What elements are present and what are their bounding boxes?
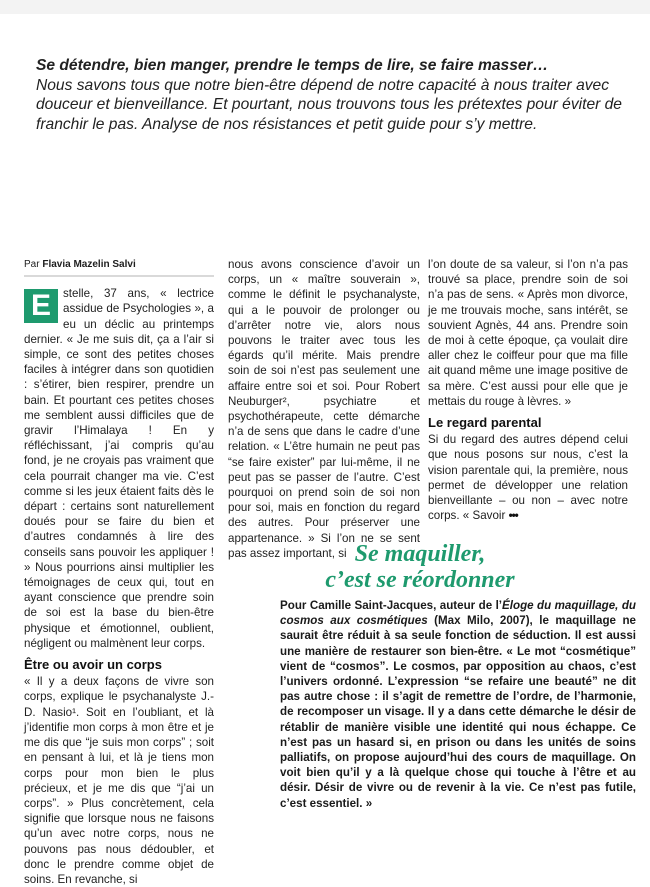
sidebar-title xyxy=(280,541,560,593)
subheading-regard-parental: Le regard parental xyxy=(428,415,542,431)
paragraph-nasio: « Il y a deux façons de vivre son corps, explique le psychanalyste J.-D. Nasio¹. Soit en l’oubliant, et là j’identifie mon corps à mon être et je me dis que “je suis mon corps” ; soit en pensant à lui, et là je tiens mon corps pour mon bien le plus précieux, et je me dis que “j’ai un corps”. » Plus concrètement, cela signifie que lorsque nous ne faisons qu’un avec notre corps, nous ne pouvons pas nous dédoubler, et donc le prendre comme objet de soins. En revanche, si xyxy=(24,675,214,886)
byline-author: Flavia Mazelin Salvi xyxy=(42,259,136,270)
sidebar-title-line2: c’est se réordonner xyxy=(325,567,515,593)
top-banner-strip xyxy=(0,0,650,14)
lead-text: Nous savons tous que notre bien-être dépend de notre capacité à nous traiter avec douceur et bienveillance. Et pourtant, nous trouvons tous les prétextes pour éviter de franchir le pas. Analyse de nos résistances et petit guide pour s’y mettre. xyxy=(36,76,622,133)
column-3 xyxy=(428,257,628,523)
lead-title: Se détendre, bien manger, prendre le temps de lire, se faire masser… xyxy=(36,57,549,74)
paragraph-parental-text: Si du regard des autres dépend celui que nous posons sur nous, c’est la vision parentale qui, la première, nous permet de développer une relation bienveillante – ou non – avec notre corps. « Savoir xyxy=(428,433,628,523)
byline xyxy=(24,257,214,277)
paragraph-neuburger: nous avons conscience d’avoir un corps, un « maître souverain », comme le définit le psychanalyste, qui a le pouvoir de prolonger ou d’arrêter notre vie, alors nous pouvons le traiter avec tous les égards qu’il mérite. Mais prendre soin de soi n’est pas seulement une affaire entre soi et soi. Pour Robert Neuburger², psychiatre et psychothérapeute, cette démarche n’a de sens que dans le cadre d’une relation. « L’être humain ne peut pas “se faire exister” par lui-même, il ne peut pas se passer de l’autre. C’est pourquoi on prend soin de soi non pour soi, mais en fonction du regard des autres. Pour préserver une appartenance. » Si l’on ne se sent pas assez important, si xyxy=(228,258,420,560)
intro-paragraph xyxy=(24,286,214,651)
sidebar-intro: Pour Camille Saint-Jacques, auteur de l’ xyxy=(280,599,503,612)
drop-cap: E xyxy=(24,289,58,323)
intro-text: stelle, 37 ans, « lectrice assidue de Psychologies », a eu un déclic au printemps dernier. « Je me suis dit, ça a l’air si simple, ce sont des petites choses faciles à intégrer dans son quotidien : s’étirer, bien respirer, prendre un bain. Et pourtant ces petites choses me semblent aussi difficiles que de gravir l’Himalaya ! En y réfléchissant, j’ai compris qu’au fond, je ne croyais pas vraiment que cela pourrait changer ma vie. C’est comme si les jeux étaient faits dès le départ : certains sont naturellement doués pour se faire du bien et d’autres condamnés à lire des conseils sans pouvoir les appliquer ! » Nous pourrions ainsi multiplier les témoignages de ceux qui, tout en ayant conscience que prendre soin de soi est la base du bien-être physique et émotionnel, oublient, négligent ou malmènent leur corps. xyxy=(24,287,214,650)
column-1 xyxy=(24,257,214,887)
book-title: Éloge du maquillage, du cosmos aux cosmétiques xyxy=(280,599,636,628)
sidebar-body xyxy=(280,598,636,811)
paragraph-parental xyxy=(428,432,628,523)
article-lead xyxy=(36,56,636,134)
byline-prefix: Par xyxy=(24,259,40,270)
sidebar-title-line1: Se maquiller, xyxy=(354,541,486,567)
column-2 xyxy=(228,257,420,561)
sidebar-text: (Max Milo, 2007), le maquillage ne saurait être réduit à sa seule fonction de séduction. Il est aussi une manière de restaurer son bien-être. « Le mot “cosmétique” vient de “cosmos”. Le cosmos, par opposition au chaos, c’est l’univers ordonné. L’expression “se refaire une beauté” ne dit pas autre chose : il s’agit de remettre de l’ordre, de l’harmonie, de recomposer un visage. Il y a dans cette démarche le désir de rétablir de manière visible une identité qui nous échappe. Ce n’est pas un hasard si, en prison ou dans les unités de soins palliatifs, on propose aujourd’hui des cours de maquillage. On voit bien qu’il y a là quelque chose qui touche à l’être et au désir. Désir de vivre ou de revenir à la vie. Ce n’est pas futile, c’est essentiel. » xyxy=(280,614,636,810)
paragraph-agnes: l’on doute de sa valeur, si l’on n’a pas trouvé sa place, prendre soin de soi n’a pas de sens. « Après mon divorce, je me trouvais moche, sans intérêt, se souvient Agnès, 44 ans. Prendre soin de moi à cette époque, ça voulait dire aller chez le coiffeur pour que ma fille ait quand même une image positive de sa mère. C’est aussi pour elle que je mettais du rouge à lèvres. » xyxy=(428,258,628,408)
subheading-etre-avoir: Être ou avoir un corps xyxy=(24,657,162,673)
continue-dots-icon: ••• xyxy=(508,509,518,523)
